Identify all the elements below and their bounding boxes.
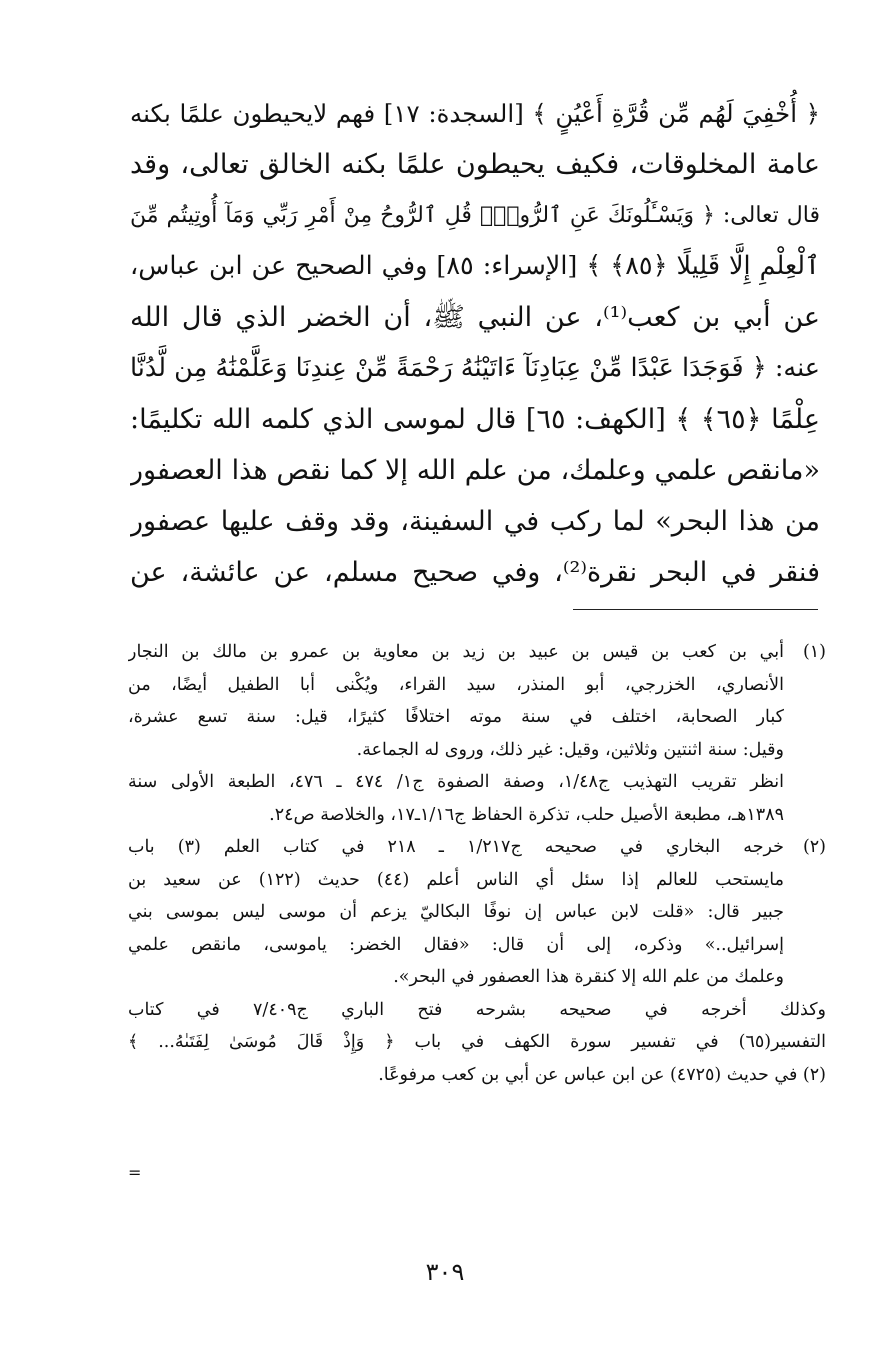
footnote-2 [128,831,826,994]
footnote-line: جبير قال: «قلت لابن عباس إن نوفًا البكاليّ يزعم أن موسى ليس بموسى بني [128,902,784,922]
footnote-line: التفسير(٦٥) في تفسير سورة الكهف في باب ﴿ وَإِذْ قَالَ مُوسَىٰ لِفَتَىٰهُ... ﴾ [128,1032,826,1052]
main-line: عِلْمًا ﴿٦٥﴾ ﴾ [الكهف: ٦٥] قال لموسى الذي كلمه الله تكليمًا: [130,404,820,435]
footnotes [128,636,826,1091]
footnote-number: (٢) [802,837,826,857]
footnote-number: (١) [802,642,826,662]
footnote-line: ١٣٨٩هـ، مطبعة الأصيل حلب، تذكرة الحفاظ ج١/١٦ـ١٧، والخلاصة ص٢٤. [269,804,784,825]
main-line: عامة المخلوقات، فكيف يحيطون علمًا بكنه الخالق تعالى، وقد [130,149,820,180]
footnote-line: خرجه البخاري في صحيحه ج١/٢١٧ ـ ٢١٨ في كتاب العلم (٣) باب [128,837,784,857]
footnote-line: وعلمك من علم الله إلا كنقرة هذا العصفور في البحر». [393,967,784,987]
footnote-line: وقيل: سنة اثنتين وثلاثين، وقيل: غير ذلك، وروى له الجماعة. [356,739,784,760]
main-line: من هذا البحر» لما ركب في السفينة، وقد وقف عليها عصفور [130,506,820,537]
main-line: عن أبي بن كعب⁽¹⁾، عن النبي ﷺ، أن الخضر الذي قال الله [130,302,820,333]
footnote-1 [128,636,826,831]
footnote-continuation [128,994,826,1092]
main-line: فنقر في البحر نقرة⁽²⁾، وفي صحيح مسلم، عن عائشة، عن [130,557,820,588]
footnote-line: وكذلك أخرجه في صحيحه بشرحه فتح الباري ج٧/٤٠٩ في كتاب [128,999,826,1020]
main-line: ٱلْعِلْمِ إِلَّا قَلِيلًا ﴿٨٥﴾ ﴾ [الإسراء: ٨٥] وفي الصحيح عن ابن عباس، [130,251,820,281]
footnote-line: مايستحب للعالم إذا سئل أي الناس أعلم (٤٤) حديث (١٢٢) عن سعيد بن [128,869,784,890]
footnote-divider [573,609,818,610]
main-line: «مانقص علمي وعلمك، من علم الله إلا كما نقص هذا العصفور [130,455,820,486]
main-line: قال تعالى: ﴿ وَيَسْـَٔلُونَكَ عَنِ ٱلرُّوحِۖ قُلِ ٱلرُّوحُ مِنْ أَمْرِ رَبِّي وَمَآ أُوتِيتُم مِّنَ [130,203,820,228]
main-line: عنه: ﴿ فَوَجَدَا عَبْدًا مِّنْ عِبَادِنَآ ءَاتَيْنَٰهُ رَحْمَةً مِّنْ عِندِنَا وَعَلَّمْنَٰهُ مِن لَّدُنَّا [130,353,820,383]
footnote-line: كبار الصحابة، اختلف في سنة موته اختلافًا كثيرًا، قيل: سنة تسع عشرة، [128,707,784,727]
footnote-line: إسرائيل..» وذكره، إلى أن قال: «فقال الخضر: ياموسى، مانقص علمي [128,934,784,955]
page-number: ٣٠٩ [425,1258,465,1286]
main-line: ﴿ أُخْفِيَ لَهُم مِّن قُرَّةِ أَعْيُنٍ ﴾ [السجدة: ١٧] فهم لايحيطون علمًا بكنه [130,99,820,128]
footnote-line: (٢) في حديث (٤٧٢٥) عن ابن عباس عن أبي بن كعب مرفوعًا. [378,1064,826,1085]
footnote-line: انظر تقريب التهذيب ج١/٤٨، وصفة الصفوة ج١/ ٤٧٤ ـ ٤٧٦، الطبعة الأولى سنة [128,772,784,792]
footnote-line: أبي بن كعب بن قيس بن عبيد بن زيد بن معاوية بن عمرو بن مالك بن النجار [128,642,784,662]
main-text [130,88,820,598]
continuation-mark: = [128,1163,142,1182]
footnote-line: الأنصاري، الخزرجي، أبو المنذر، سيد القراء، ويُكْنى أبا الطفيل أيضًا، من [128,674,784,695]
